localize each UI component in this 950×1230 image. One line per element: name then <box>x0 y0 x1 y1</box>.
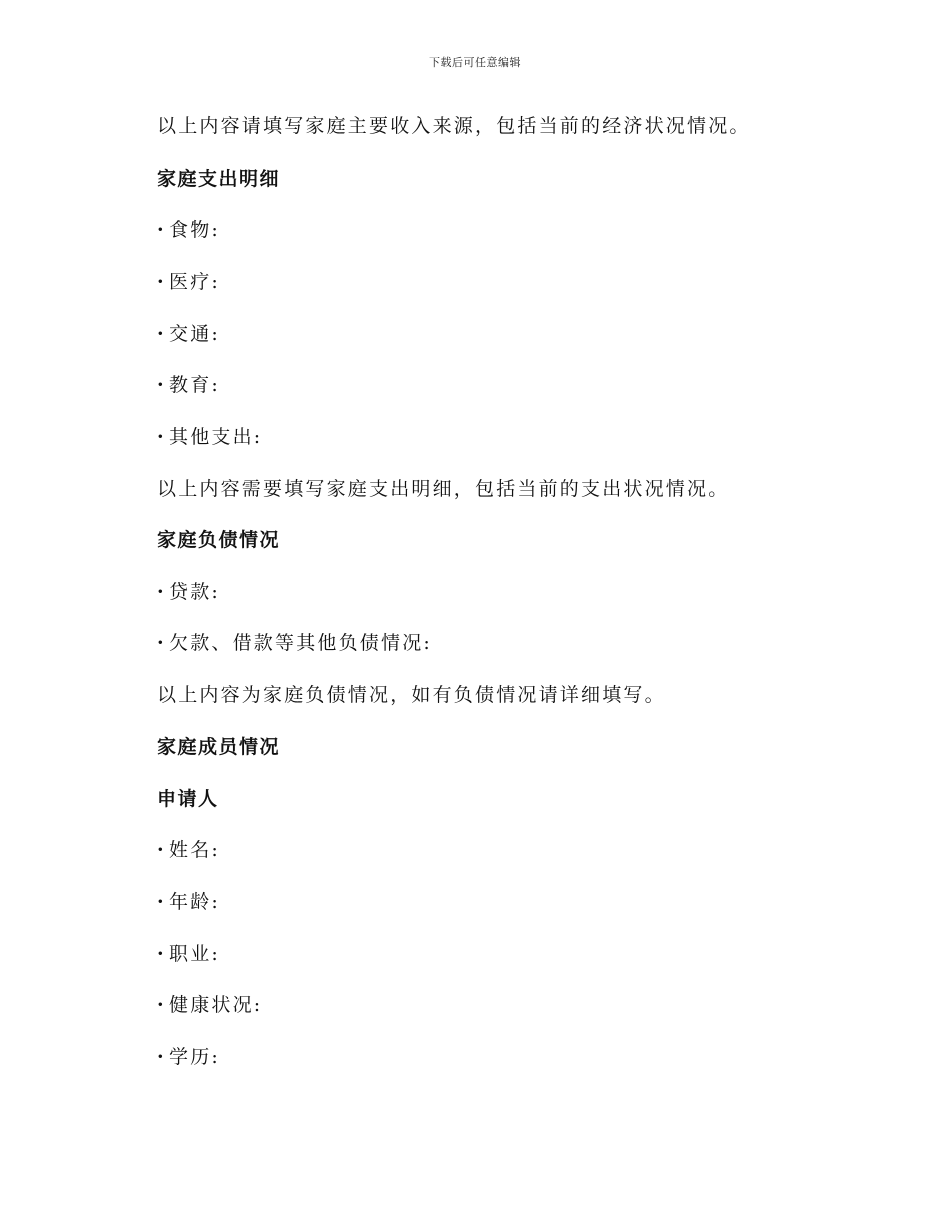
expense-item-label: 医疗: <box>169 271 221 293</box>
expense-item-other <box>157 428 262 447</box>
members-heading: 家庭成员情况 <box>157 736 281 758</box>
debt-note: 以上内容为家庭负债情况，如有负债情况请详细填写。 <box>157 684 666 706</box>
expense-note: 以上内容需要填写家庭支出明细，包括当前的支出状况情况。 <box>157 478 730 500</box>
bullet-icon: · <box>157 581 166 603</box>
applicant-item-name <box>157 841 220 860</box>
applicant-heading: 申请人 <box>157 788 219 810</box>
expense-item-medical <box>157 273 220 292</box>
applicant-item-health <box>157 996 262 1015</box>
bullet-icon: · <box>157 891 166 913</box>
debt-item-label: 贷款: <box>169 581 221 603</box>
applicant-item-label: 职业: <box>169 943 221 965</box>
bullet-icon: · <box>157 632 166 654</box>
bullet-icon: · <box>157 1046 166 1068</box>
applicant-item-label: 健康状况: <box>169 994 263 1016</box>
bullet-icon: · <box>157 219 166 241</box>
bullet-icon: · <box>157 994 166 1016</box>
expense-item-label: 其他支出: <box>169 426 263 448</box>
applicant-item-label: 姓名: <box>169 839 221 861</box>
expense-item-food <box>157 221 220 240</box>
bullet-icon: · <box>157 374 166 396</box>
bullet-icon: · <box>157 426 166 448</box>
expense-item-education <box>157 376 220 395</box>
debt-item-label: 欠款、借款等其他负债情况: <box>169 632 433 654</box>
applicant-item-label: 学历: <box>169 1046 221 1068</box>
expense-heading: 家庭支出明细 <box>157 168 281 190</box>
expense-item-label: 食物: <box>169 219 221 241</box>
expense-item-label: 交通: <box>169 323 221 345</box>
applicant-item-age <box>157 893 220 912</box>
debt-heading: 家庭负债情况 <box>157 529 281 551</box>
applicant-item-label: 年龄: <box>169 891 221 913</box>
debt-item-other <box>157 634 432 653</box>
applicant-item-education <box>157 1048 220 1067</box>
expense-item-label: 教育: <box>169 374 221 396</box>
page-header-note: 下载后可任意编辑 <box>429 56 521 69</box>
bullet-icon: · <box>157 839 166 861</box>
debt-item-loan <box>157 583 220 602</box>
bullet-icon: · <box>157 271 166 293</box>
bullet-icon: · <box>157 943 166 965</box>
expense-item-transport <box>157 325 220 344</box>
bullet-icon: · <box>157 323 166 345</box>
applicant-item-occupation <box>157 945 220 964</box>
income-note: 以上内容请填写家庭主要收入来源，包括当前的经济状况情况。 <box>157 115 751 137</box>
